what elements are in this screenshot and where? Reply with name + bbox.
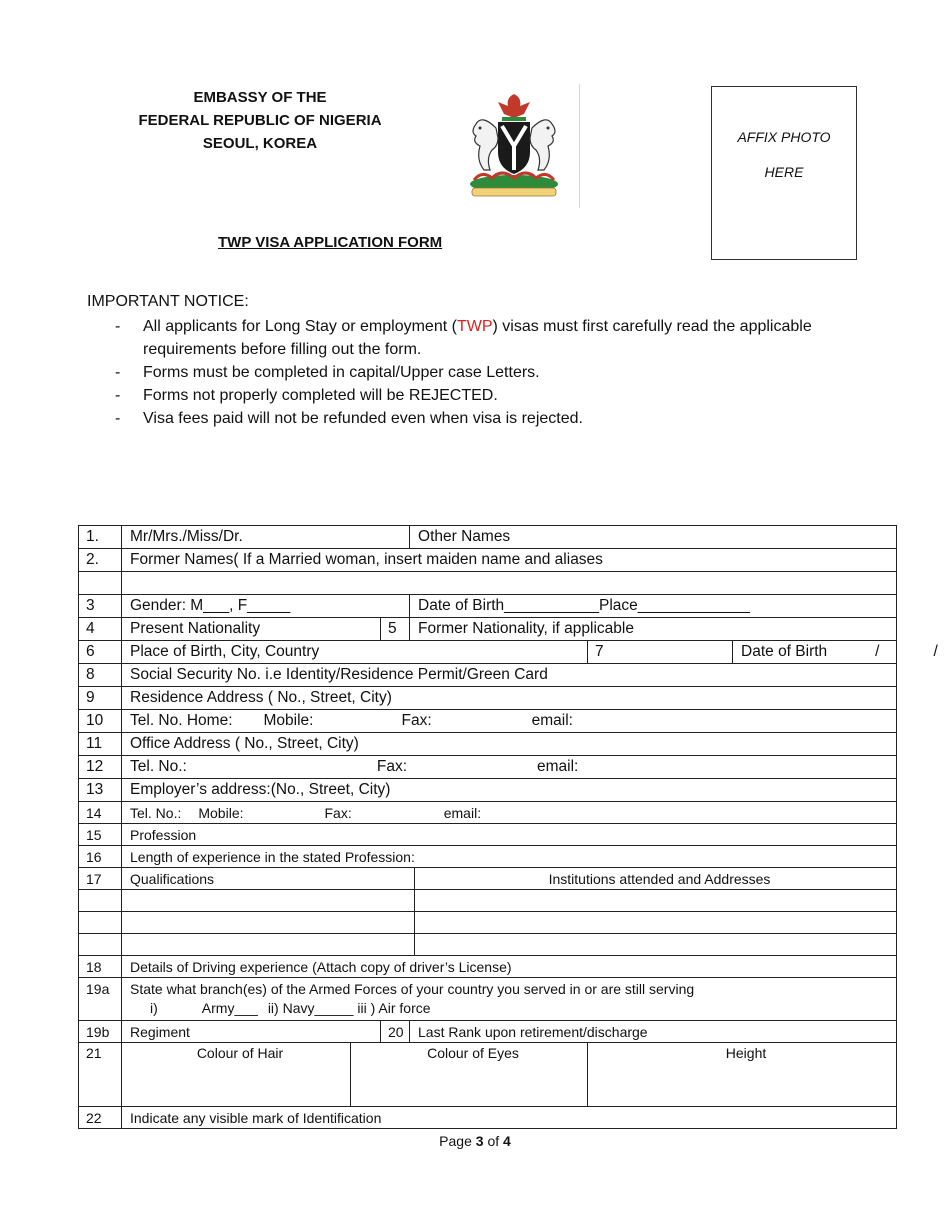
home-contact-field[interactable]: Tel. No. Home: Mobile: Fax: email: bbox=[122, 710, 897, 733]
photo-label-line2: HERE bbox=[764, 164, 804, 180]
qualification-field[interactable] bbox=[122, 890, 415, 912]
gender-field[interactable]: Gender: M___, F_____ bbox=[122, 595, 410, 618]
institution-field[interactable] bbox=[415, 890, 897, 912]
other-names-field[interactable]: Other Names bbox=[410, 526, 897, 549]
photo-box bbox=[711, 86, 857, 260]
present-nationality-field[interactable]: Present Nationality bbox=[122, 618, 381, 641]
office-contact-field[interactable]: Tel. No.: Fax: email: bbox=[122, 756, 897, 779]
form-row-8: 8 Social Security No. i.e Identity/Residence Permit/Green Card bbox=[79, 664, 897, 687]
twp-highlight: TWP bbox=[456, 318, 493, 335]
institution-field[interactable] bbox=[415, 912, 897, 934]
coat-of-arms-icon bbox=[452, 84, 580, 206]
date-of-birth-field[interactable]: Date of Birth / / bbox=[733, 641, 897, 664]
institution-field[interactable] bbox=[415, 934, 897, 956]
qualification-entry-row bbox=[79, 890, 897, 912]
form-row-21: 21 Colour of Hair Colour of Eyes Height bbox=[79, 1043, 897, 1107]
notice-item: - Forms not properly completed will be REJECTED. bbox=[115, 387, 498, 404]
page-number: Page 3 of 4 bbox=[439, 1133, 511, 1149]
form-row-16: 16 Length of experience in the stated Profession: bbox=[79, 846, 897, 868]
notice-list bbox=[115, 315, 895, 430]
residence-address-field[interactable]: Residence Address ( No., Street, City) bbox=[122, 687, 897, 710]
notice-item: - Forms must be completed in capital/Upper case Letters. bbox=[115, 364, 540, 381]
office-address-field[interactable]: Office Address ( No., Street, City) bbox=[122, 733, 897, 756]
employer-contact-field[interactable]: Tel. No.: Mobile: Fax: email: bbox=[122, 802, 897, 824]
form-row-6: 6 Place of Birth, City, Country 7 Date of Birth / / bbox=[79, 641, 897, 664]
qualification-entry-row bbox=[79, 912, 897, 934]
title-field[interactable]: Mr/Mrs./Miss/Dr. bbox=[122, 526, 410, 549]
form-row-19b: 19b Regiment 20 Last Rank upon retirement/discharge bbox=[79, 1021, 897, 1043]
form-row-22: 22 Indicate any visible mark of Identification bbox=[79, 1107, 897, 1129]
form-row-12: 12 Tel. No.: Fax: email: bbox=[79, 756, 897, 779]
form-row-3: 3 Gender: M___, F_____ Date of Birth___________Place_____________ bbox=[79, 595, 897, 618]
embassy-line-2: FEDERAL REPUBLIC OF NIGERIA bbox=[138, 112, 382, 129]
form-row-18: 18 Details of Driving experience (Attach copy of driver’s License) bbox=[79, 956, 897, 978]
place-of-birth-field[interactable]: Place of Birth, City, Country bbox=[122, 641, 588, 664]
form-row-1: 1. Mr/Mrs./Miss/Dr. Other Names bbox=[79, 526, 897, 549]
profession-field[interactable]: Profession bbox=[122, 824, 897, 846]
application-form-table bbox=[78, 525, 938, 1129]
form-row-11: 11 Office Address ( No., Street, City) bbox=[79, 733, 897, 756]
height-field[interactable]: Height bbox=[588, 1043, 897, 1107]
former-nationality-field[interactable]: Former Nationality, if applicable bbox=[410, 618, 897, 641]
notice-heading: IMPORTANT NOTICE: bbox=[87, 293, 249, 310]
eye-colour-field[interactable]: Colour of Eyes bbox=[351, 1043, 588, 1107]
former-names-label: Former Names( If a Married woman, insert maiden name and aliases bbox=[122, 549, 897, 572]
qualifications-header: Qualifications bbox=[122, 868, 415, 890]
qualification-field[interactable] bbox=[122, 934, 415, 956]
notice-item: - Visa fees paid will not be refunded even when visa is rejected. bbox=[115, 410, 583, 427]
identification-mark-field[interactable]: Indicate any visible mark of Identification bbox=[122, 1107, 897, 1129]
notice-item: - All applicants for Long Stay or employment (TWP) visas must first carefully read the applicable requirements before filling out the form. bbox=[115, 318, 812, 358]
embassy-heading bbox=[120, 86, 400, 155]
form-row-13: 13 Employer’s address:(No., Street, City) bbox=[79, 779, 897, 802]
dob-place-field[interactable]: Date of Birth___________Place_____________ bbox=[410, 595, 897, 618]
form-row-2-entry bbox=[79, 572, 897, 595]
form-row-15: 15 Profession bbox=[79, 824, 897, 846]
employer-address-field[interactable]: Employer’s address:(No., Street, City) bbox=[122, 779, 897, 802]
regiment-field[interactable]: Regiment bbox=[122, 1021, 381, 1043]
form-row-14: 14 Tel. No.: Mobile: Fax: email: bbox=[79, 802, 897, 824]
form-row-9: 9 Residence Address ( No., Street, City) bbox=[79, 687, 897, 710]
social-security-field[interactable]: Social Security No. i.e Identity/Residence Permit/Green Card bbox=[122, 664, 897, 687]
experience-length-field[interactable]: Length of experience in the stated Profession: bbox=[122, 846, 897, 868]
embassy-line-1: EMBASSY OF THE bbox=[193, 89, 327, 106]
form-row-19a: 19a State what branch(es) of the Armed Forces of your country you served in or are still serving i) Army___ ii) Navy_____ iii ) Air force bbox=[79, 978, 897, 1021]
institutions-header: Institutions attended and Addresses bbox=[415, 868, 897, 890]
form-title: TWP VISA APPLICATION FORM bbox=[218, 234, 443, 251]
driving-experience-field[interactable]: Details of Driving experience (Attach copy of driver’s License) bbox=[122, 956, 897, 978]
armed-forces-field[interactable]: State what branch(es) of the Armed Forces of your country you served in or are still serving i) Army___ ii) Navy_____ iii ) Air force bbox=[122, 978, 897, 1021]
qualification-field[interactable] bbox=[122, 912, 415, 934]
form-row-4: 4 Present Nationality 5 Former Nationality, if applicable bbox=[79, 618, 897, 641]
photo-label-line1: AFFIX PHOTO bbox=[737, 129, 831, 145]
former-names-field[interactable] bbox=[122, 572, 897, 595]
embassy-line-3: SEOUL, KOREA bbox=[202, 135, 318, 152]
form-row-17: 17 Qualifications Institutions attended and Addresses bbox=[79, 868, 897, 890]
last-rank-field[interactable]: Last Rank upon retirement/discharge bbox=[410, 1021, 897, 1043]
header-divider bbox=[579, 84, 580, 208]
qualification-entry-row bbox=[79, 934, 897, 956]
hair-colour-field[interactable]: Colour of Hair bbox=[122, 1043, 351, 1107]
form-row-10: 10 Tel. No. Home: Mobile: Fax: email: bbox=[79, 710, 897, 733]
form-row-2: 2. Former Names( If a Married woman, insert maiden name and aliases bbox=[79, 549, 897, 572]
